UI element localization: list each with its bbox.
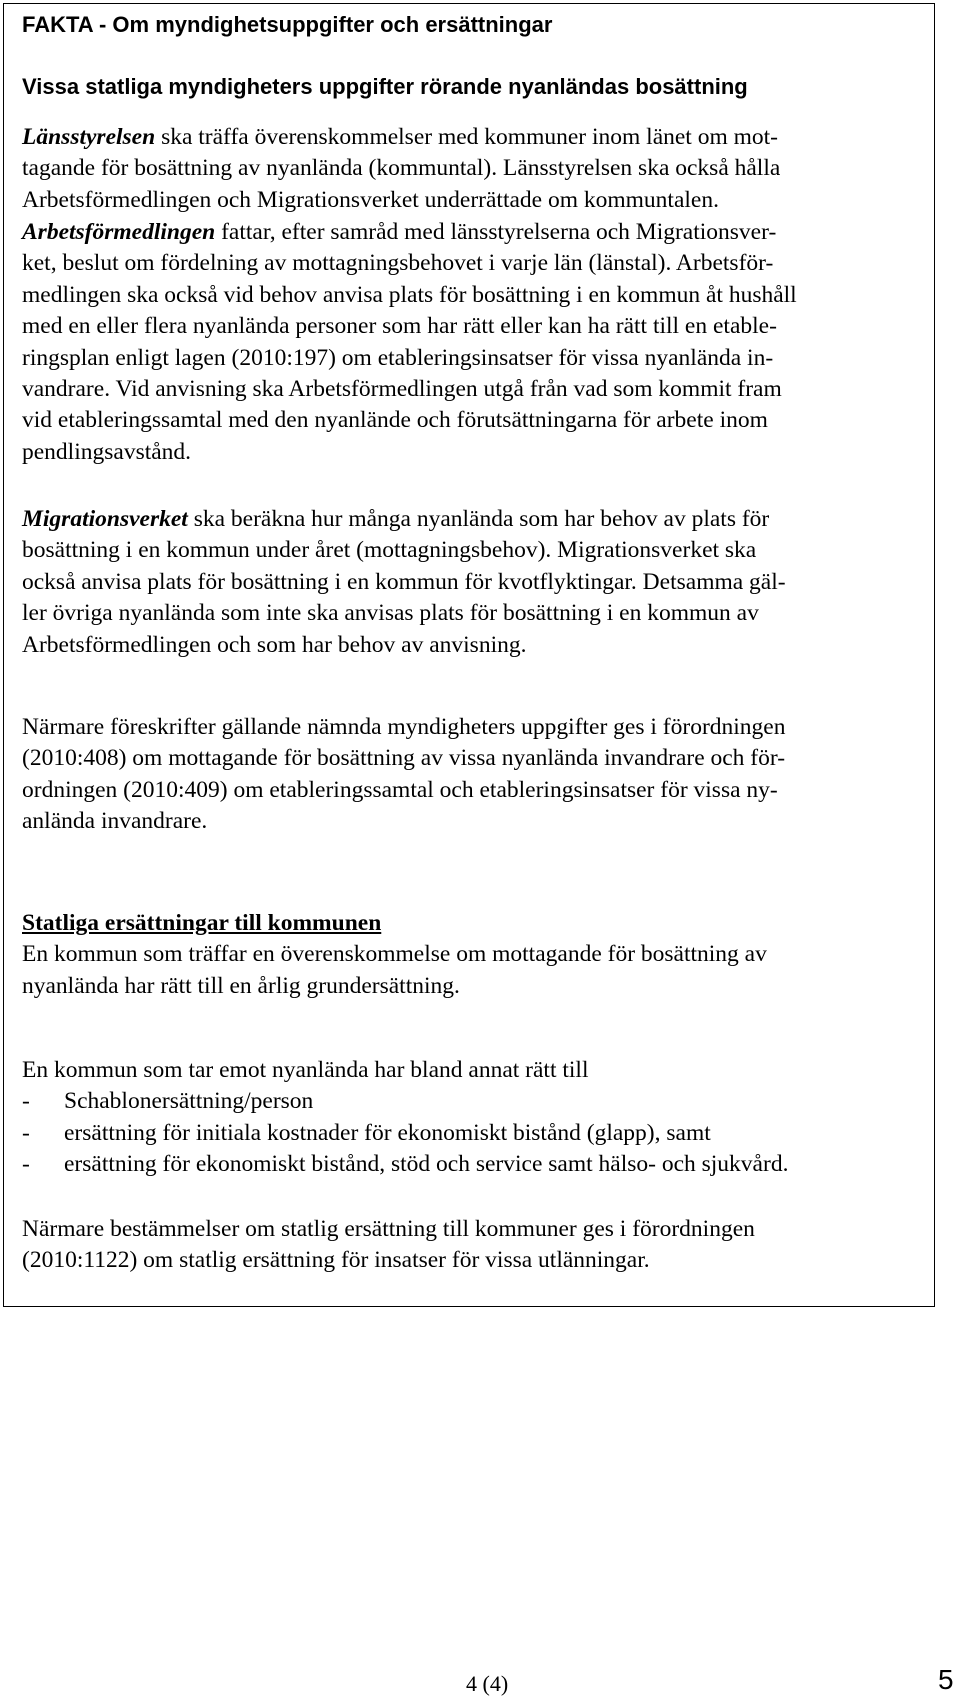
- paragraph-arbetsformedlingen: Arbetsförmedlingen fattar, efter samråd med länsstyrelserna och Migrationsver- ket, beslut om fördelning av mottagningsbehovet i varje län (länstal). Arbetsför- medlingen ska också vid behov anvisa plats för bosättning i en kommun åt hushåll med en eller flera nyanlända personer som har rätt eller kan ha rätt till en etable- ringsplan enligt lagen (2010:197) om etableringsinsatser för vissa nyanlända in- vandrare. Vid anvisning ska Arbetsförmedlingen utgå från vad som kommit fram vid etableringssamtal med den nyanlände och förutsättningarna för arbete inom pendlingsavstånd.: [22, 219, 797, 465]
- paragraph-migrationsverket: Migrationsverket ska beräkna hur många nyanlända som har behov av plats för bosättning i en kommun under året (mottagningsbehov). Migrationsverket ska också anvisa plats för bosättning i en kommun för kvotflyktingar. Detsamma gäl- ler övriga nyanlända som inte ska anvisas plats för bosättning i en kommun av Arbetsförmedlingen och som har behov av anvisning.: [22, 506, 786, 658]
- section-heading-authorities: Vissa statliga myndigheters uppgifter rörande nyanländas bosättning: [22, 74, 748, 99]
- lead-migrationsverket: Migrationsverket: [22, 506, 188, 532]
- fact-box-title: FAKTA - Om myndighetsuppgifter och ersättningar: [22, 12, 553, 37]
- list-item: - ersättning för ekonomiskt bistånd, stöd och service samt hälso- och sjukvård.: [22, 1151, 789, 1178]
- list-item: - Schablonersättning/person: [22, 1088, 314, 1115]
- fact-box: [3, 3, 935, 1307]
- paragraph-lansstyrelsen: Länsstyrelsen ska träffa överenskommelser med kommuner inom länet om mot- tagande för bosättning av nyanlända (kommuntal). Länsstyrelsen ska också hålla Arbetsförmedlingen och Migrationsverket underrättade om kommuntalen.: [22, 124, 781, 213]
- paragraph-entitlements: En kommun som tar emot nyanlända har bland annat rätt till - Schablonersättning/person - ersättning för initiala kostnader för ekonomiskt bistånd (glapp), samt - ersättning för ekonomiskt bistånd, stöd och service samt hälso- och sjukvård.: [22, 1055, 934, 1181]
- section-heading-compensation: Statliga ersättningar till kommunen: [22, 910, 382, 936]
- paragraph-provisions: Närmare bestämmelser om statlig ersättning till kommuner ges i förordningen (2010:1122) om statlig ersättning för insatser för vissa utlänningar.: [22, 1216, 755, 1274]
- corner-page-marker: 5: [938, 1664, 954, 1695]
- page-number: 4 (4): [466, 1671, 509, 1696]
- lead-lansstyrelsen: Länsstyrelsen: [22, 124, 156, 150]
- lead-arbetsformedlingen: Arbetsförmedlingen: [22, 219, 216, 245]
- paragraph-regulations: Närmare föreskrifter gällande nämnda myndigheters uppgifter ges i förordningen (2010:408) om mottagande för bosättning av vissa nyanlända invandrare och för- ordningen (2010:409) om etableringssamtal och etableringsinsatser för vissa ny- anlända invandrare.: [22, 714, 786, 835]
- list-item: - ersättning för initiala kostnader för ekonomiskt bistånd (glapp), samt: [22, 1119, 711, 1146]
- paragraph-state-compensation: Statliga ersättningar till kommunen En kommun som träffar en överenskommelse om mottagande för bosättning av nyanlända har rätt till en årlig grundersättning.: [22, 910, 767, 999]
